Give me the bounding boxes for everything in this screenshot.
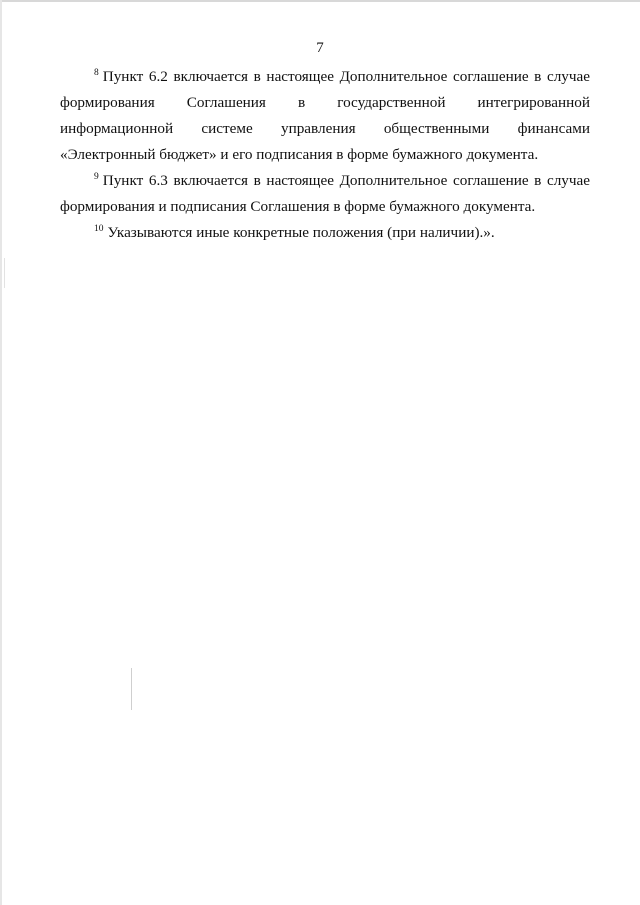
footnote-text: Пункт 6.3 включается в настоящее Дополнительное соглашение в случае формирования и подписания Соглашения в форме бумажного документа.	[60, 172, 590, 215]
scan-edge-left	[0, 0, 2, 905]
footnote-mark: 9	[94, 172, 99, 182]
footnote-mark: 8	[94, 68, 99, 78]
footnote-text: Пункт 6.2 включается в настоящее Дополнительное соглашение в случае формирования Соглашения в государственной интегрированной информационной системе управления общественными финансами «Электронный бюджет» и его подписания в форме бумажного документа.	[60, 68, 590, 163]
page-number: 7	[316, 40, 324, 56]
footnote-9	[60, 168, 590, 220]
scan-edge-top	[0, 0, 640, 2]
footnote-8	[60, 64, 590, 168]
scan-artifact	[131, 668, 132, 710]
scan-artifact	[4, 258, 5, 288]
footnotes-section	[60, 64, 590, 246]
footnote-10	[60, 220, 590, 246]
footnote-text: Указываются иные конкретные положения (при наличии).».	[107, 224, 495, 241]
footnote-mark: 10	[94, 224, 104, 234]
